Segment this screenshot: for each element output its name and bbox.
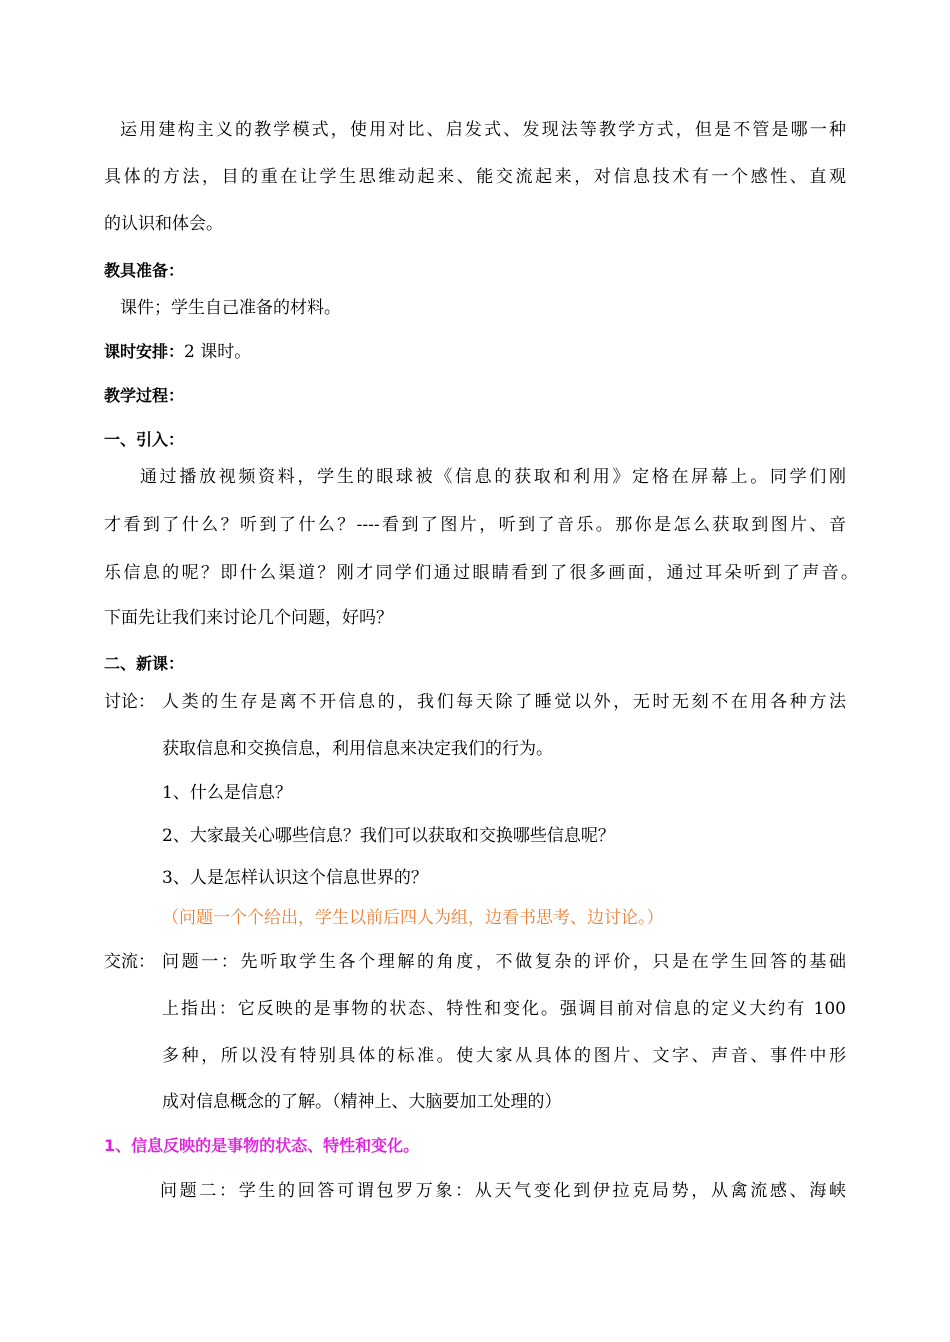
process-heading: 教学过程： bbox=[104, 386, 185, 405]
discussion-label: 讨论： bbox=[104, 692, 155, 712]
prep-heading: 教具准备： bbox=[104, 261, 185, 280]
method-line-1: 运用建构主义的教学模式，使用对比、启发式、发现法等教学方式，但是不管是哪一种 bbox=[120, 120, 846, 140]
key-point-1: 1、信息反映的是事物的状态、特性和变化。 bbox=[104, 1136, 420, 1155]
intro-line-2: 才看到了什么？听到了什么？----看到了图片，听到了音乐。那你是怎么获取到图片、音 bbox=[104, 515, 846, 535]
new-lesson-heading: 二、新课： bbox=[104, 654, 185, 673]
intro-heading: 一、引入： bbox=[104, 430, 185, 449]
exchange-line-3: 多种，所以没有特别具体的标准。使大家从具体的图片、文字、声音、事件中形 bbox=[162, 1046, 846, 1066]
intro-line-3: 乐信息的呢？即什么渠道？刚才同学们通过眼睛看到了很多画面，通过耳朵听到了声音。 bbox=[104, 563, 858, 583]
question-2: 2、大家最关心哪些信息？我们可以获取和交换哪些信息呢？ bbox=[162, 826, 615, 846]
question-2-answer-line: 问题二：学生的回答可谓包罗万象：从天气变化到伊拉克局势，从禽流感、海峡 bbox=[160, 1181, 846, 1201]
question-1: 1、什么是信息？ bbox=[162, 783, 292, 803]
hours-row bbox=[104, 340, 251, 364]
intro-line-4: 下面先让我们来讨论几个问题，好吗？ bbox=[104, 608, 393, 628]
exchange-line-4: 成对信息概念的了解。（精神上、大脑要加工处理的） bbox=[162, 1092, 562, 1112]
method-line-3: 的认识和体会。 bbox=[104, 214, 223, 234]
exchange-line-2: 上指出：它反映的是事物的状态、特性和变化。强调目前对信息的定义大约有 100 bbox=[162, 999, 846, 1019]
method-line-2: 具体的方法，目的重在让学生思维动起来、能交流起来，对信息技术有一个感性、直观 bbox=[104, 167, 846, 187]
discussion-note: （问题一个个给出，学生以前后四人为组，边看书思考、边讨论。） bbox=[162, 908, 664, 928]
hours-heading: 课时安排： bbox=[104, 342, 185, 361]
hours-value: 2 课时。 bbox=[184, 342, 252, 362]
question-3: 3、人是怎样认识这个信息世界的？ bbox=[162, 868, 428, 888]
exchange-line-1: 问题一：先听取学生各个理解的角度，不做复杂的评价，只是在学生回答的基础 bbox=[162, 952, 846, 972]
intro-line-1: 通过播放视频资料，学生的眼球被《信息的获取和利用》定格在屏幕上。同学们刚 bbox=[140, 467, 846, 487]
exchange-label: 交流： bbox=[104, 952, 155, 972]
prep-body: 课件；学生自己准备的材料。 bbox=[120, 298, 341, 318]
discussion-line-1: 人类的生存是离不开信息的，我们每天除了睡觉以外，无时无刻不在用各种方法 bbox=[162, 692, 846, 712]
discussion-line-2: 获取信息和交换信息，利用信息来决定我们的行为。 bbox=[162, 739, 553, 759]
